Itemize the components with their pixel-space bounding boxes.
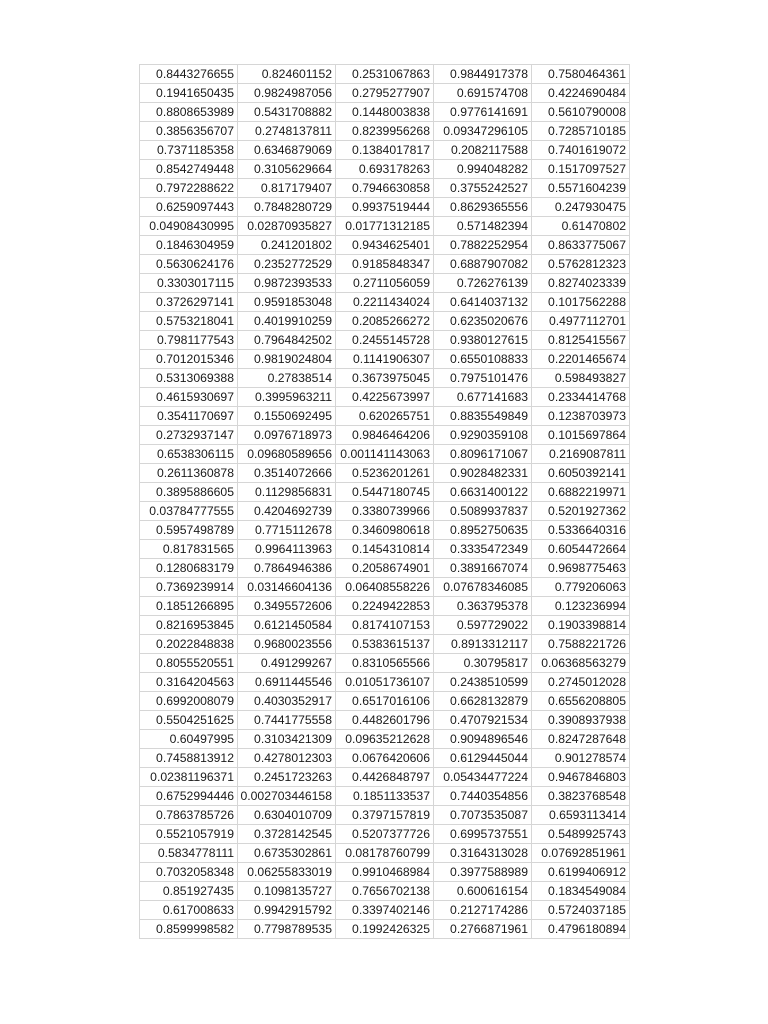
table-row [140, 673, 630, 692]
table-cell[interactable]: 0.4204692739 [238, 502, 336, 521]
table-cell[interactable]: 0.901278574 [532, 749, 630, 768]
table-cell[interactable]: 0.2748137811 [238, 122, 336, 141]
table-cell[interactable]: 0.6199406912 [532, 863, 630, 882]
table-cell[interactable]: 0.1517097527 [532, 160, 630, 179]
table-cell[interactable]: 0.7441775558 [238, 711, 336, 730]
table-row [140, 597, 630, 616]
table-cell[interactable]: 0.3797157819 [336, 806, 434, 825]
table-cell[interactable]: 0.491299267 [238, 654, 336, 673]
table-row [140, 293, 630, 312]
table-row [140, 369, 630, 388]
table-row [140, 559, 630, 578]
table-body [140, 65, 630, 939]
table-cell[interactable]: 0.8216953845 [140, 616, 238, 635]
table-cell[interactable]: 0.5834778111 [140, 844, 238, 863]
table-cell[interactable]: 0.2022848838 [140, 635, 238, 654]
table-row [140, 84, 630, 103]
table-cell[interactable]: 0.9185848347 [336, 255, 434, 274]
table-cell[interactable]: 0.03146604136 [238, 578, 336, 597]
table-row [140, 388, 630, 407]
table-cell[interactable]: 0.07692851961 [532, 844, 630, 863]
table-row [140, 198, 630, 217]
table-row [140, 179, 630, 198]
table-cell[interactable]: 0.7798789535 [238, 920, 336, 939]
table-cell[interactable]: 0.7715112678 [238, 521, 336, 540]
table-row [140, 749, 630, 768]
table-cell[interactable]: 0.3380739966 [336, 502, 434, 521]
table-cell[interactable]: 0.7975101476 [434, 369, 532, 388]
table-cell[interactable]: 0.2531067863 [336, 65, 434, 84]
table-row [140, 255, 630, 274]
table-cell[interactable]: 0.3856356707 [140, 122, 238, 141]
table-cell[interactable]: 0.4707921534 [434, 711, 532, 730]
table-cell[interactable]: 0.3103421309 [238, 730, 336, 749]
table-cell[interactable]: 0.677141683 [434, 388, 532, 407]
table-row [140, 730, 630, 749]
table-row [140, 654, 630, 673]
table-cell[interactable]: 0.2352772529 [238, 255, 336, 274]
table-cell[interactable]: 0.6911445546 [238, 673, 336, 692]
table-cell[interactable]: 0.1017562288 [532, 293, 630, 312]
table-cell[interactable]: 0.3755242527 [434, 179, 532, 198]
table-row [140, 863, 630, 882]
table-cell[interactable]: 0.3164204563 [140, 673, 238, 692]
table-cell[interactable]: 0.8125415567 [532, 331, 630, 350]
table-cell[interactable]: 0.2201465674 [532, 350, 630, 369]
table-cell[interactable]: 0.8599998582 [140, 920, 238, 939]
table-cell[interactable]: 0.6735302861 [238, 844, 336, 863]
table-cell[interactable]: 0.2211434024 [336, 293, 434, 312]
table-cell[interactable]: 0.241201802 [238, 236, 336, 255]
table-cell[interactable]: 0.6129445044 [434, 749, 532, 768]
table-row [140, 407, 630, 426]
table-cell[interactable]: 0.363795378 [434, 597, 532, 616]
table-cell[interactable]: 0.5447180745 [336, 483, 434, 502]
table-row [140, 103, 630, 122]
table-cell[interactable]: 0.30795817 [434, 654, 532, 673]
table-cell[interactable]: 0.1454310814 [336, 540, 434, 559]
table-cell[interactable]: 0.4019910259 [238, 312, 336, 331]
table-cell[interactable]: 0.4796180894 [532, 920, 630, 939]
table-cell[interactable]: 0.6628132879 [434, 692, 532, 711]
table-cell[interactable]: 0.6752994446 [140, 787, 238, 806]
table-cell[interactable]: 0.6538306115 [140, 445, 238, 464]
table-cell[interactable]: 0.2438510599 [434, 673, 532, 692]
table-cell[interactable]: 0.691574708 [434, 84, 532, 103]
table-cell[interactable]: 0.2711056059 [336, 274, 434, 293]
table-cell[interactable]: 0.2455145728 [336, 331, 434, 350]
table-cell[interactable]: 0.4030352917 [238, 692, 336, 711]
table-cell[interactable]: 0.1238703973 [532, 407, 630, 426]
table-cell[interactable]: 0.7401619072 [532, 141, 630, 160]
table-row [140, 464, 630, 483]
table-cell[interactable]: 0.817179407 [238, 179, 336, 198]
table-cell[interactable]: 0.817831565 [140, 540, 238, 559]
table-cell[interactable]: 0.779206063 [532, 578, 630, 597]
table-cell[interactable]: 0.3164313028 [434, 844, 532, 863]
table-cell[interactable]: 0.3397402146 [336, 901, 434, 920]
table-cell[interactable]: 0.5957498789 [140, 521, 238, 540]
table-row [140, 806, 630, 825]
table-cell[interactable]: 0.2732937147 [140, 426, 238, 445]
table-cell[interactable]: 0.2795277907 [336, 84, 434, 103]
table-cell[interactable]: 0.4225673997 [336, 388, 434, 407]
table-cell[interactable]: 0.994048282 [434, 160, 532, 179]
data-table [139, 64, 630, 939]
table-cell[interactable]: 0.3728142545 [238, 825, 336, 844]
table-cell[interactable]: 0.5724037185 [532, 901, 630, 920]
table-cell[interactable]: 0.01771312185 [336, 217, 434, 236]
table-cell[interactable]: 0.7972288622 [140, 179, 238, 198]
table-cell[interactable]: 0.597729022 [434, 616, 532, 635]
table-cell[interactable]: 0.1280683179 [140, 559, 238, 578]
table-row [140, 122, 630, 141]
table-cell[interactable]: 0.5313069388 [140, 369, 238, 388]
table-cell[interactable]: 0.1550692495 [238, 407, 336, 426]
table-cell[interactable]: 0.8633775067 [532, 236, 630, 255]
table-cell[interactable]: 0.6995737551 [434, 825, 532, 844]
table-cell[interactable]: 0.600616154 [434, 882, 532, 901]
table-cell[interactable]: 0.7863785726 [140, 806, 238, 825]
table-cell[interactable]: 0.9434625401 [336, 236, 434, 255]
table-cell[interactable]: 0.4278012303 [238, 749, 336, 768]
table-cell[interactable]: 0.8629365556 [434, 198, 532, 217]
table-cell[interactable]: 0.1834549084 [532, 882, 630, 901]
table-row [140, 160, 630, 179]
table-row [140, 274, 630, 293]
table-cell[interactable]: 0.9467846803 [532, 768, 630, 787]
table-cell[interactable]: 0.5207377726 [336, 825, 434, 844]
table-cell[interactable]: 0.9776141691 [434, 103, 532, 122]
table-row [140, 312, 630, 331]
table-cell[interactable]: 0.1851266895 [140, 597, 238, 616]
table-row [140, 901, 630, 920]
table-cell[interactable]: 0.1448003838 [336, 103, 434, 122]
table-cell[interactable]: 0.4615930697 [140, 388, 238, 407]
table-row [140, 521, 630, 540]
table-cell[interactable]: 0.6556208805 [532, 692, 630, 711]
table-cell[interactable]: 0.09680589656 [238, 445, 336, 464]
table-cell[interactable]: 0.1015697864 [532, 426, 630, 445]
table-row [140, 578, 630, 597]
table-cell[interactable]: 0.8239956268 [336, 122, 434, 141]
table-cell[interactable]: 0.247930475 [532, 198, 630, 217]
table-cell[interactable]: 0.06408558226 [336, 578, 434, 597]
table-cell[interactable]: 0.9380127615 [434, 331, 532, 350]
table-cell[interactable]: 0.5201927362 [532, 502, 630, 521]
table-cell[interactable]: 0.9819024804 [238, 350, 336, 369]
table-cell[interactable]: 0.6050392141 [532, 464, 630, 483]
table-cell[interactable]: 0.3726297141 [140, 293, 238, 312]
table-cell[interactable]: 0.620265751 [336, 407, 434, 426]
table-row [140, 692, 630, 711]
table-cell[interactable]: 0.4482601796 [336, 711, 434, 730]
table-cell[interactable]: 0.9290359108 [434, 426, 532, 445]
table-row [140, 141, 630, 160]
table-row [140, 616, 630, 635]
table-cell[interactable]: 0.6550108833 [434, 350, 532, 369]
table-cell[interactable]: 0.3460980618 [336, 521, 434, 540]
table-row [140, 217, 630, 236]
table-cell[interactable]: 0.2334414768 [532, 388, 630, 407]
table-cell[interactable]: 0.08178760799 [336, 844, 434, 863]
table-cell[interactable]: 0.5753218041 [140, 312, 238, 331]
table-cell[interactable]: 0.03784777555 [140, 502, 238, 521]
table-cell[interactable]: 0.02870935827 [238, 217, 336, 236]
table-cell[interactable]: 0.06368563279 [532, 654, 630, 673]
table-cell[interactable]: 0.1846304959 [140, 236, 238, 255]
table-cell[interactable]: 0.1992426325 [336, 920, 434, 939]
table-cell[interactable]: 0.7882252954 [434, 236, 532, 255]
table-cell[interactable]: 0.8055520551 [140, 654, 238, 673]
table-cell[interactable]: 0.5089937837 [434, 502, 532, 521]
table-cell[interactable]: 0.7946630858 [336, 179, 434, 198]
table-row [140, 920, 630, 939]
table-cell[interactable]: 0.05434477224 [434, 768, 532, 787]
table-cell[interactable]: 0.1098135727 [238, 882, 336, 901]
table-cell[interactable]: 0.01051736107 [336, 673, 434, 692]
table-cell[interactable]: 0.3541170697 [140, 407, 238, 426]
table-cell[interactable]: 0.27838514 [238, 369, 336, 388]
table-row [140, 65, 630, 84]
table-cell[interactable]: 0.9680023556 [238, 635, 336, 654]
table-cell[interactable]: 0.5431708882 [238, 103, 336, 122]
table-cell[interactable]: 0.06255833019 [238, 863, 336, 882]
table-row [140, 445, 630, 464]
table-cell[interactable]: 0.8952750635 [434, 521, 532, 540]
table-cell[interactable]: 0.61470802 [532, 217, 630, 236]
table-row [140, 426, 630, 445]
table-cell[interactable]: 0.7580464361 [532, 65, 630, 84]
table-cell[interactable]: 0.123236994 [532, 597, 630, 616]
table-cell[interactable]: 0.598493827 [532, 369, 630, 388]
table-cell[interactable]: 0.2169087811 [532, 445, 630, 464]
table-cell[interactable]: 0.7371185358 [140, 141, 238, 160]
table-cell[interactable]: 0.1851133537 [336, 787, 434, 806]
table-cell[interactable]: 0.3977588989 [434, 863, 532, 882]
table-cell[interactable]: 0.617008633 [140, 901, 238, 920]
table-cell[interactable]: 0.8808653989 [140, 103, 238, 122]
table-cell[interactable]: 0.4977112701 [532, 312, 630, 331]
table-cell[interactable]: 0.6259097443 [140, 198, 238, 217]
table-cell[interactable]: 0.1141906307 [336, 350, 434, 369]
table-cell[interactable]: 0.5504251625 [140, 711, 238, 730]
table-cell[interactable]: 0.4426848797 [336, 768, 434, 787]
table-cell[interactable]: 0.0676420606 [336, 749, 434, 768]
table-cell[interactable]: 0.6346879069 [238, 141, 336, 160]
table-cell[interactable]: 0.6054472664 [532, 540, 630, 559]
table-cell[interactable]: 0.2127174286 [434, 901, 532, 920]
table-cell[interactable]: 0.7032058348 [140, 863, 238, 882]
table-cell[interactable]: 0.7656702138 [336, 882, 434, 901]
table-cell[interactable]: 0.04908430995 [140, 217, 238, 236]
table-cell[interactable]: 0.9846464206 [336, 426, 434, 445]
table-cell[interactable]: 0.851927435 [140, 882, 238, 901]
table-cell[interactable]: 0.5489925743 [532, 825, 630, 844]
table-cell[interactable]: 0.6121450584 [238, 616, 336, 635]
table-cell[interactable]: 0.3514072666 [238, 464, 336, 483]
table-cell[interactable]: 0.2058674901 [336, 559, 434, 578]
table-cell[interactable]: 0.3891667074 [434, 559, 532, 578]
table-cell[interactable]: 0.7012015346 [140, 350, 238, 369]
table-cell[interactable]: 0.001141143063 [336, 445, 434, 464]
table-cell[interactable]: 0.8247287648 [532, 730, 630, 749]
table-row [140, 825, 630, 844]
table-row [140, 768, 630, 787]
table-row [140, 711, 630, 730]
table-row [140, 844, 630, 863]
table-cell[interactable]: 0.8310565566 [336, 654, 434, 673]
table-cell[interactable]: 0.9942915792 [238, 901, 336, 920]
table-cell[interactable]: 0.571482394 [434, 217, 532, 236]
table-cell[interactable]: 0.6992008079 [140, 692, 238, 711]
table-row [140, 350, 630, 369]
table-cell[interactable]: 0.5236201261 [336, 464, 434, 483]
table-row [140, 502, 630, 521]
table-cell[interactable]: 0.2082117588 [434, 141, 532, 160]
table-cell[interactable]: 0.3495572606 [238, 597, 336, 616]
table-cell[interactable]: 0.9094896546 [434, 730, 532, 749]
table-cell[interactable]: 0.6517016106 [336, 692, 434, 711]
table-cell[interactable]: 0.9028482331 [434, 464, 532, 483]
table-cell[interactable]: 0.7981177543 [140, 331, 238, 350]
table-cell[interactable]: 0.09347296105 [434, 122, 532, 141]
table-cell[interactable]: 0.3673975045 [336, 369, 434, 388]
table-cell[interactable]: 0.7458813912 [140, 749, 238, 768]
table-cell[interactable]: 0.9910468984 [336, 863, 434, 882]
table-cell[interactable]: 0.9937519444 [336, 198, 434, 217]
table-cell[interactable]: 0.8443276655 [140, 65, 238, 84]
table-cell[interactable]: 0.5630624176 [140, 255, 238, 274]
table-row [140, 635, 630, 654]
table-cell[interactable]: 0.7848280729 [238, 198, 336, 217]
table-cell[interactable]: 0.3995963211 [238, 388, 336, 407]
table-cell[interactable]: 0.3303017115 [140, 274, 238, 293]
table-cell[interactable]: 0.7864946386 [238, 559, 336, 578]
table-row [140, 236, 630, 255]
table-cell[interactable]: 0.6414037132 [434, 293, 532, 312]
table-cell[interactable]: 0.3335472349 [434, 540, 532, 559]
table-cell[interactable]: 0.7285710185 [532, 122, 630, 141]
table-cell[interactable]: 0.6235020676 [434, 312, 532, 331]
table-cell[interactable]: 0.9824987056 [238, 84, 336, 103]
table-cell[interactable]: 0.7440354856 [434, 787, 532, 806]
table-cell[interactable]: 0.7588221726 [532, 635, 630, 654]
table-cell[interactable]: 0.2611360878 [140, 464, 238, 483]
table-cell[interactable]: 0.8913312117 [434, 635, 532, 654]
table-cell[interactable]: 0.693178263 [336, 160, 434, 179]
table-cell[interactable]: 0.9844917378 [434, 65, 532, 84]
table-cell[interactable]: 0.8835549849 [434, 407, 532, 426]
table-cell[interactable]: 0.6631400122 [434, 483, 532, 502]
table-cell[interactable]: 0.0976718973 [238, 426, 336, 445]
table-cell[interactable]: 0.2745012028 [532, 673, 630, 692]
table-cell[interactable]: 0.9591853048 [238, 293, 336, 312]
table-cell[interactable]: 0.09635212628 [336, 730, 434, 749]
table-cell[interactable]: 0.8542749448 [140, 160, 238, 179]
table-cell[interactable]: 0.2766871961 [434, 920, 532, 939]
table-cell[interactable]: 0.1129856831 [238, 483, 336, 502]
table-cell[interactable]: 0.6882219971 [532, 483, 630, 502]
table-cell[interactable]: 0.07678346085 [434, 578, 532, 597]
table-row [140, 540, 630, 559]
table-cell[interactable]: 0.4224690484 [532, 84, 630, 103]
table-cell[interactable]: 0.5383615137 [336, 635, 434, 654]
table-cell[interactable]: 0.3105629664 [238, 160, 336, 179]
table-row [140, 882, 630, 901]
table-row [140, 483, 630, 502]
table-cell[interactable]: 0.9964113963 [238, 540, 336, 559]
table-row [140, 331, 630, 350]
table-cell[interactable]: 0.9872393533 [238, 274, 336, 293]
table-cell[interactable]: 0.2085266272 [336, 312, 434, 331]
table-cell[interactable]: 0.8274023339 [532, 274, 630, 293]
table-cell[interactable]: 0.8174107153 [336, 616, 434, 635]
table-cell[interactable]: 0.824601152 [238, 65, 336, 84]
table-cell[interactable]: 0.9698775463 [532, 559, 630, 578]
table-cell[interactable]: 0.5610790008 [532, 103, 630, 122]
table-cell[interactable]: 0.5762812323 [532, 255, 630, 274]
table-cell[interactable]: 0.6887907082 [434, 255, 532, 274]
table-cell[interactable]: 0.5571604239 [532, 179, 630, 198]
table-cell[interactable]: 0.8096171067 [434, 445, 532, 464]
table-row [140, 787, 630, 806]
table-cell[interactable]: 0.726276139 [434, 274, 532, 293]
table-cell[interactable]: 0.2249422853 [336, 597, 434, 616]
table-cell[interactable]: 0.3823768548 [532, 787, 630, 806]
table-cell[interactable]: 0.6304010709 [238, 806, 336, 825]
table-cell[interactable]: 0.5521057919 [140, 825, 238, 844]
table-cell[interactable]: 0.7369239914 [140, 578, 238, 597]
table-cell[interactable]: 0.7073535087 [434, 806, 532, 825]
table-cell[interactable]: 0.1941650435 [140, 84, 238, 103]
table-cell[interactable]: 0.60497995 [140, 730, 238, 749]
table-cell[interactable]: 0.02381196371 [140, 768, 238, 787]
table-cell[interactable]: 0.1903398814 [532, 616, 630, 635]
table-cell[interactable]: 0.7964842502 [238, 331, 336, 350]
table-cell[interactable]: 0.002703446158 [238, 787, 336, 806]
table-cell[interactable]: 0.3908937938 [532, 711, 630, 730]
table-cell[interactable]: 0.3895886605 [140, 483, 238, 502]
table-cell[interactable]: 0.1384017817 [336, 141, 434, 160]
table-cell[interactable]: 0.2451723263 [238, 768, 336, 787]
table-cell[interactable]: 0.5336640316 [532, 521, 630, 540]
table-cell[interactable]: 0.6593113414 [532, 806, 630, 825]
